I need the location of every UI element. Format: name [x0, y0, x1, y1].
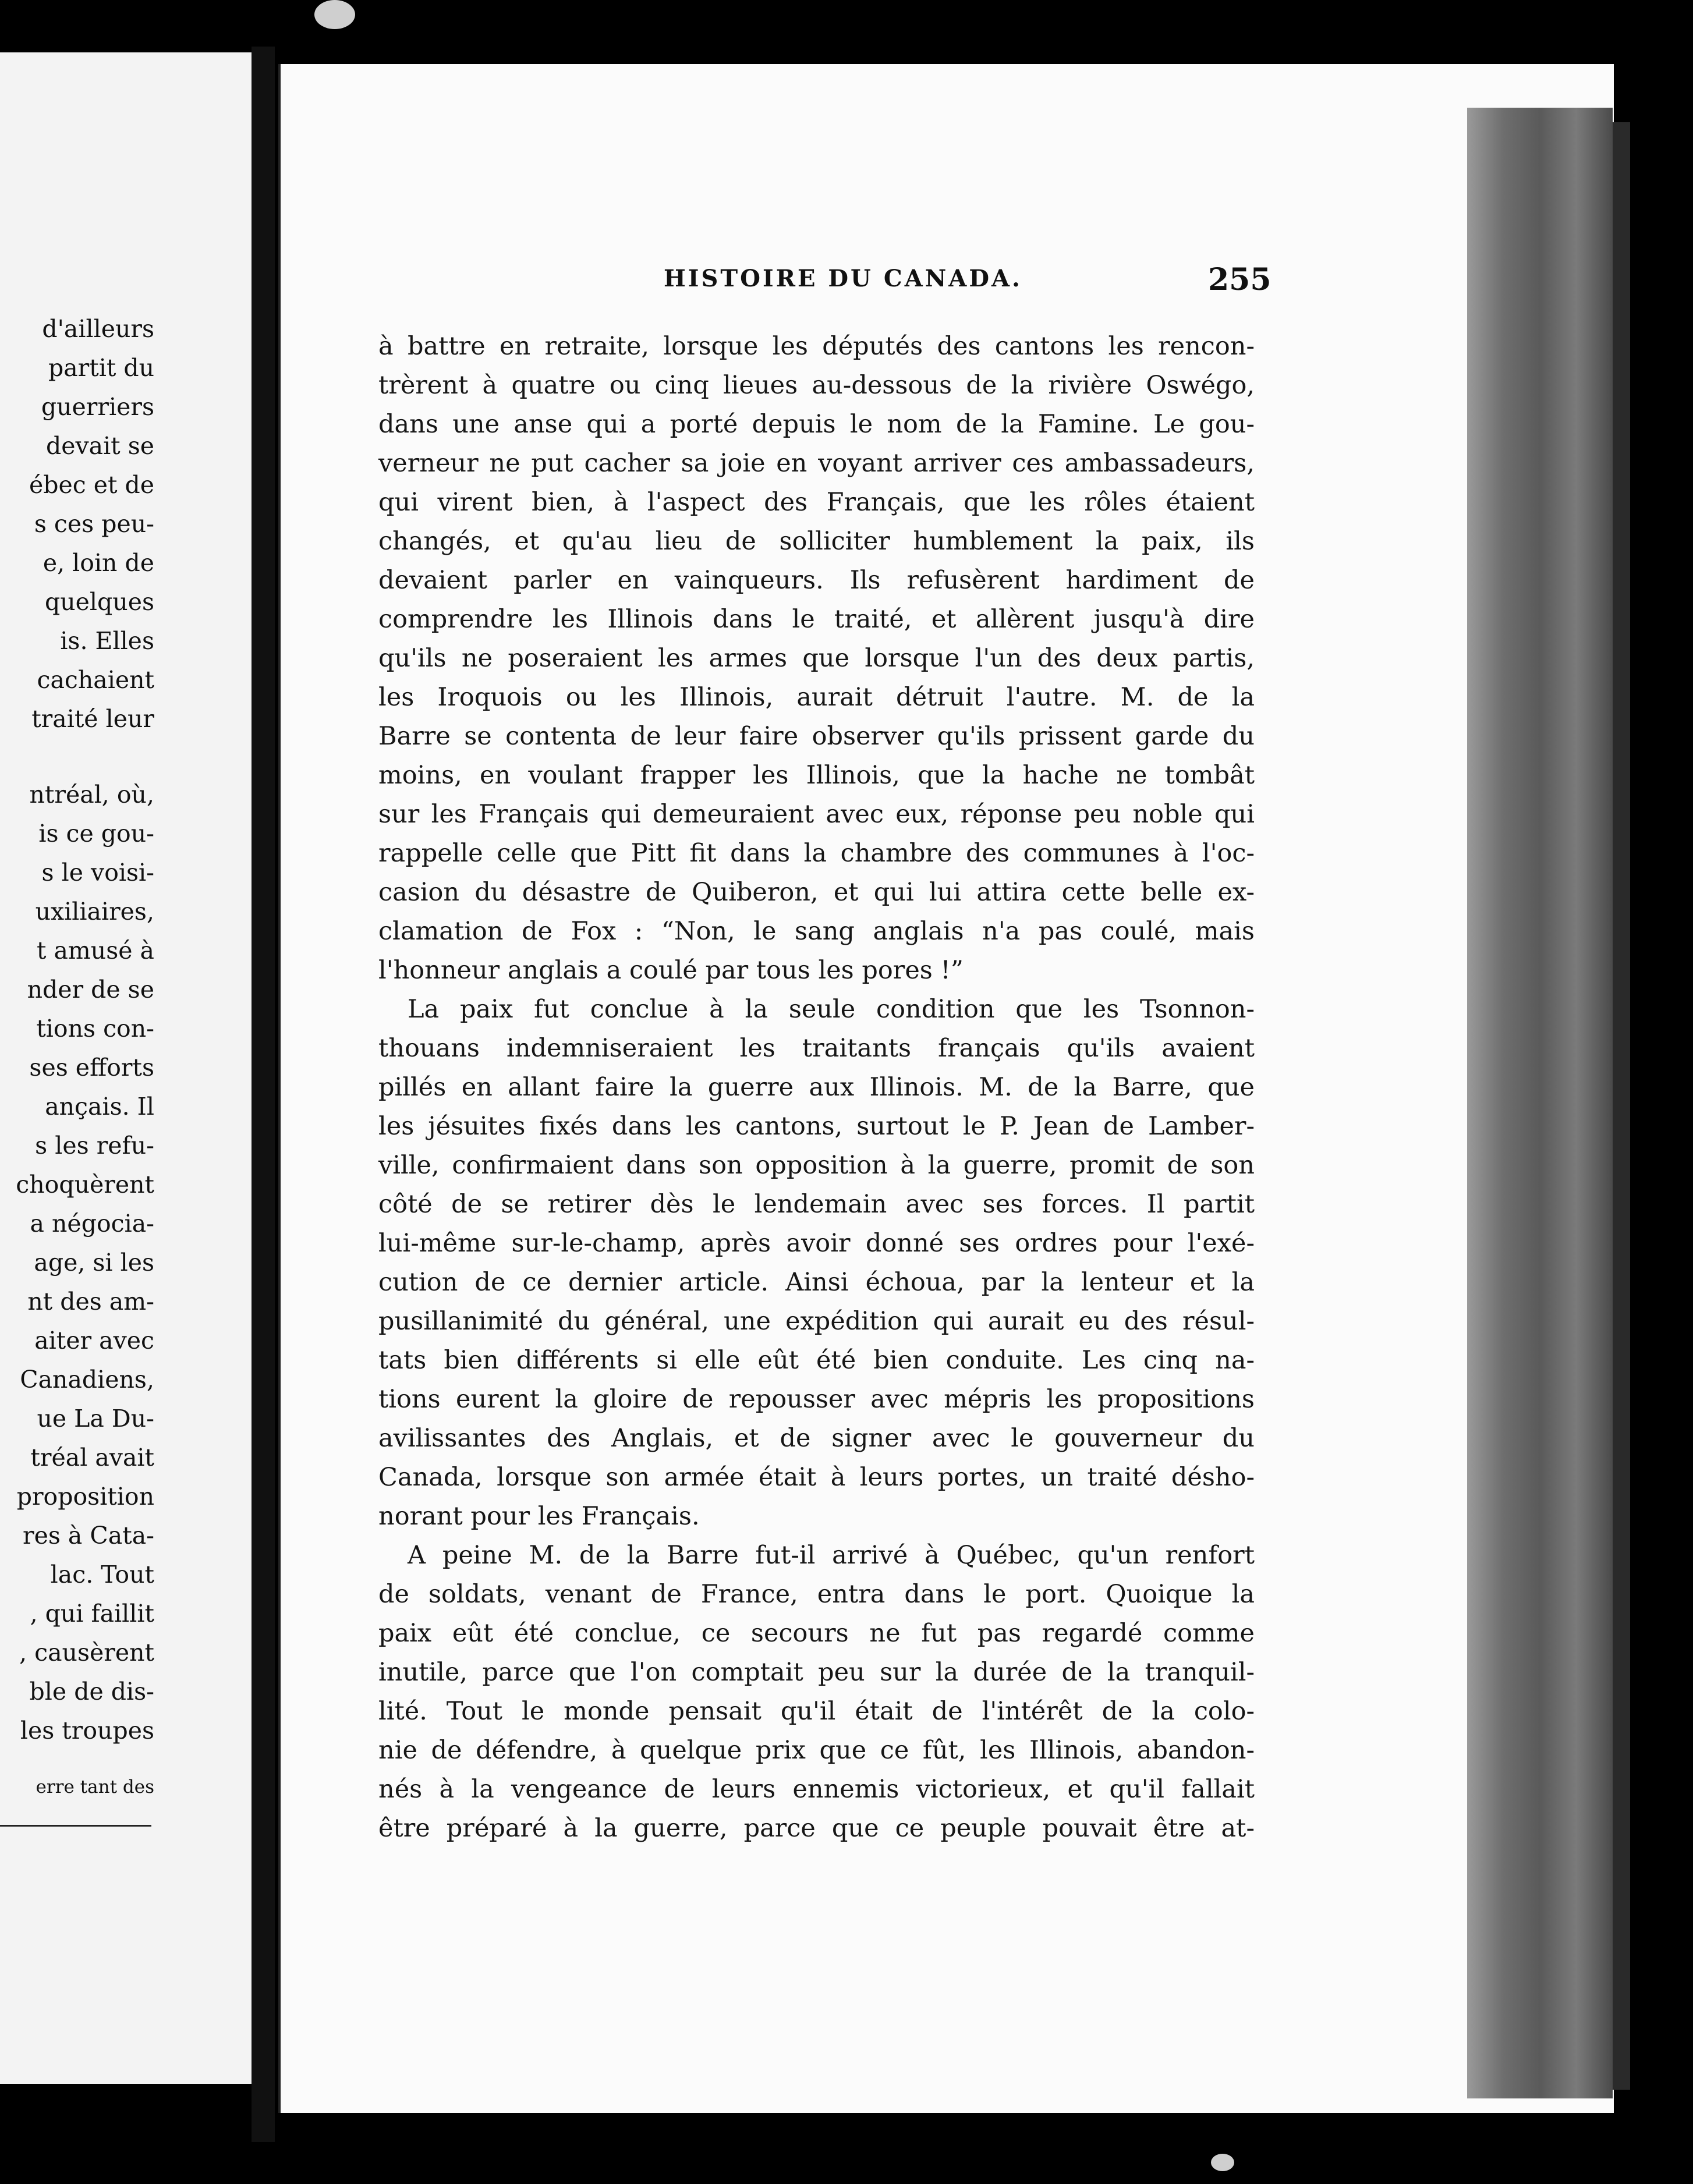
text-line: dans une anse qui a porté depuis le nom de la Famine. Le gou- — [378, 410, 1255, 439]
running-head: HISTOIRE DU CANADA. — [664, 265, 1022, 292]
left-line: les troupes — [20, 1717, 154, 1745]
left-line: proposition — [16, 1483, 154, 1511]
text-line: lui-même sur-le-champ, après avoir donné ses ordres pour l'exé- — [378, 1229, 1255, 1258]
text-line: trèrent à quatre ou cinq lieues au-dessous de la rivière Oswégo, — [378, 371, 1255, 400]
left-line: t amusé à — [36, 937, 154, 965]
left-line: ble de dis- — [29, 1678, 154, 1706]
book-gutter — [252, 47, 275, 2142]
left-line: e, loin de — [42, 549, 154, 577]
scan-speck — [1211, 2154, 1234, 2171]
text-line: devaient parler en vainqueurs. Ils refusèrent hardiment de — [378, 566, 1255, 595]
left-line: ançais. Il — [45, 1093, 154, 1121]
text-line: qu'ils ne poseraient les armes que lorsque l'un des deux partis, — [378, 644, 1255, 673]
text-line: l'honneur anglais a coulé par tous les pores !” — [378, 956, 964, 985]
left-line: s le voisi- — [41, 859, 154, 887]
text-line: qui virent bien, à l'aspect des Français, que les rôles étaient — [378, 488, 1255, 517]
text-line: inutile, parce que l'on comptait peu sur la durée de la tranquil- — [378, 1658, 1255, 1687]
text-line: rappelle celle que Pitt fit dans la chambre des communes à l'oc- — [378, 839, 1255, 868]
left-line: is. Elles — [60, 627, 154, 655]
text-line: pillés en allant faire la guerre aux Illinois. M. de la Barre, que — [378, 1073, 1255, 1102]
left-line: partit du — [48, 354, 154, 382]
text-line: sur les Français qui demeuraient avec eux, réponse peu noble qui — [378, 800, 1255, 829]
text-line: tions eurent la gloire de repousser avec mépris les propositions — [378, 1385, 1255, 1414]
text-line: lité. Tout le monde pensait qu'il était de l'intérêt de la colo- — [378, 1697, 1255, 1726]
text-line: à battre en retraite, lorsque les députés des cantons les rencon- — [378, 332, 1255, 361]
left-line: tions con- — [36, 1015, 154, 1043]
left-line: guerriers — [41, 393, 154, 421]
left-line: res à Cata- — [22, 1522, 154, 1550]
left-line: choquèrent — [16, 1171, 154, 1199]
text-line: norant pour les Français. — [378, 1502, 700, 1531]
text-line: paix eût été conclue, ce secours ne fut pas regardé comme — [378, 1619, 1255, 1648]
text-line: thouans indemniseraient les traitants français qu'ils avaient — [378, 1034, 1255, 1063]
paragraph-start: La paix fut conclue à la seule condition que les Tsonnon- — [408, 995, 1255, 1024]
page-number: 255 — [1208, 262, 1271, 297]
left-line: , qui faillit — [30, 1600, 154, 1628]
left-line: traité leur — [31, 705, 154, 733]
left-line: cachaient — [37, 666, 154, 694]
text-line: moins, en voulant frapper les Illinois, que la hache ne tombât — [378, 761, 1255, 790]
left-line: ébec et de — [29, 471, 154, 499]
left-line: aiter avec — [34, 1327, 154, 1355]
text-line: Barre se contenta de leur faire observer qu'ils prissent garde du — [378, 722, 1255, 751]
text-line: de soldats, venant de France, entra dans le port. Quoique la — [378, 1580, 1255, 1609]
left-line: ses efforts — [29, 1054, 154, 1082]
left-line: s les refu- — [35, 1132, 154, 1160]
text-line: les Iroquois ou les Illinois, aurait détruit l'autre. M. de la — [378, 683, 1255, 712]
paragraph-start: A peine M. de la Barre fut-il arrivé à Québec, qu'un renfort — [408, 1541, 1255, 1570]
text-line: les jésuites fixés dans les cantons, surtout le P. Jean de Lamber- — [378, 1112, 1255, 1141]
left-line: , causèrent — [19, 1639, 154, 1667]
left-line: lac. Tout — [50, 1561, 154, 1589]
text-line: tats bien différents si elle eût été bien conduite. Les cinq na- — [378, 1346, 1255, 1375]
page-edge — [1467, 108, 1613, 2098]
text-line: nés à la vengeance de leurs ennemis victorieux, et qu'il fallait — [378, 1775, 1255, 1804]
text-line: nie de défendre, à quelque prix que ce fût, les Illinois, abandon- — [378, 1736, 1255, 1765]
text-line: côté de se retirer dès le lendemain avec ses forces. Il partit — [378, 1190, 1255, 1219]
left-line: nt des am- — [27, 1288, 154, 1316]
text-line: changés, et qu'au lieu de solliciter humblement la paix, ils — [378, 527, 1255, 556]
left-facing-page — [0, 52, 259, 2084]
text-line: clamation de Fox : “Non, le sang anglais n'a pas coulé, mais — [378, 917, 1255, 946]
left-line: s ces peu- — [34, 510, 154, 538]
text-line: casion du désastre de Quiberon, et qui lui attira cette belle ex- — [378, 878, 1255, 907]
text-line: ville, confirmaient dans son opposition à la guerre, promit de son — [378, 1151, 1255, 1180]
scan-speck — [314, 0, 355, 29]
left-line: is ce gou- — [38, 820, 154, 848]
left-line: devait se — [45, 432, 154, 460]
text-line: comprendre les Illinois dans le traité, et allèrent jusqu'à dire — [378, 605, 1255, 634]
text-line: pusillanimité du général, une expédition qui aurait eu des résul- — [378, 1307, 1255, 1336]
page-edge-shadow — [1613, 122, 1630, 2090]
text-line: cution de ce dernier article. Ainsi échoua, par la lenteur et la — [378, 1268, 1255, 1297]
footnote-rule — [0, 1825, 151, 1827]
left-line: nder de se — [27, 976, 154, 1004]
left-line: uxiliaires, — [35, 898, 154, 926]
left-line: ue La Du- — [37, 1405, 154, 1433]
body-text — [378, 327, 1255, 1848]
left-line: age, si les — [34, 1249, 154, 1277]
left-line: ntréal, où, — [29, 781, 154, 809]
text-line: avilissantes des Anglais, et de signer avec le gouverneur du — [378, 1424, 1255, 1453]
left-line: Canadiens, — [20, 1366, 154, 1394]
left-line: quelques — [45, 588, 154, 616]
text-line: être préparé à la guerre, parce que ce peuple pouvait être at- — [378, 1814, 1255, 1843]
left-footnote: erre tant des — [36, 1777, 154, 1797]
left-line: a négocia- — [30, 1210, 154, 1238]
text-line: Canada, lorsque son armée était à leurs portes, un traité désho- — [378, 1463, 1255, 1492]
left-line: tréal avait — [30, 1444, 154, 1472]
left-line: d'ailleurs — [42, 315, 154, 343]
text-line: verneur ne put cacher sa joie en voyant arriver ces ambassadeurs, — [378, 449, 1255, 478]
